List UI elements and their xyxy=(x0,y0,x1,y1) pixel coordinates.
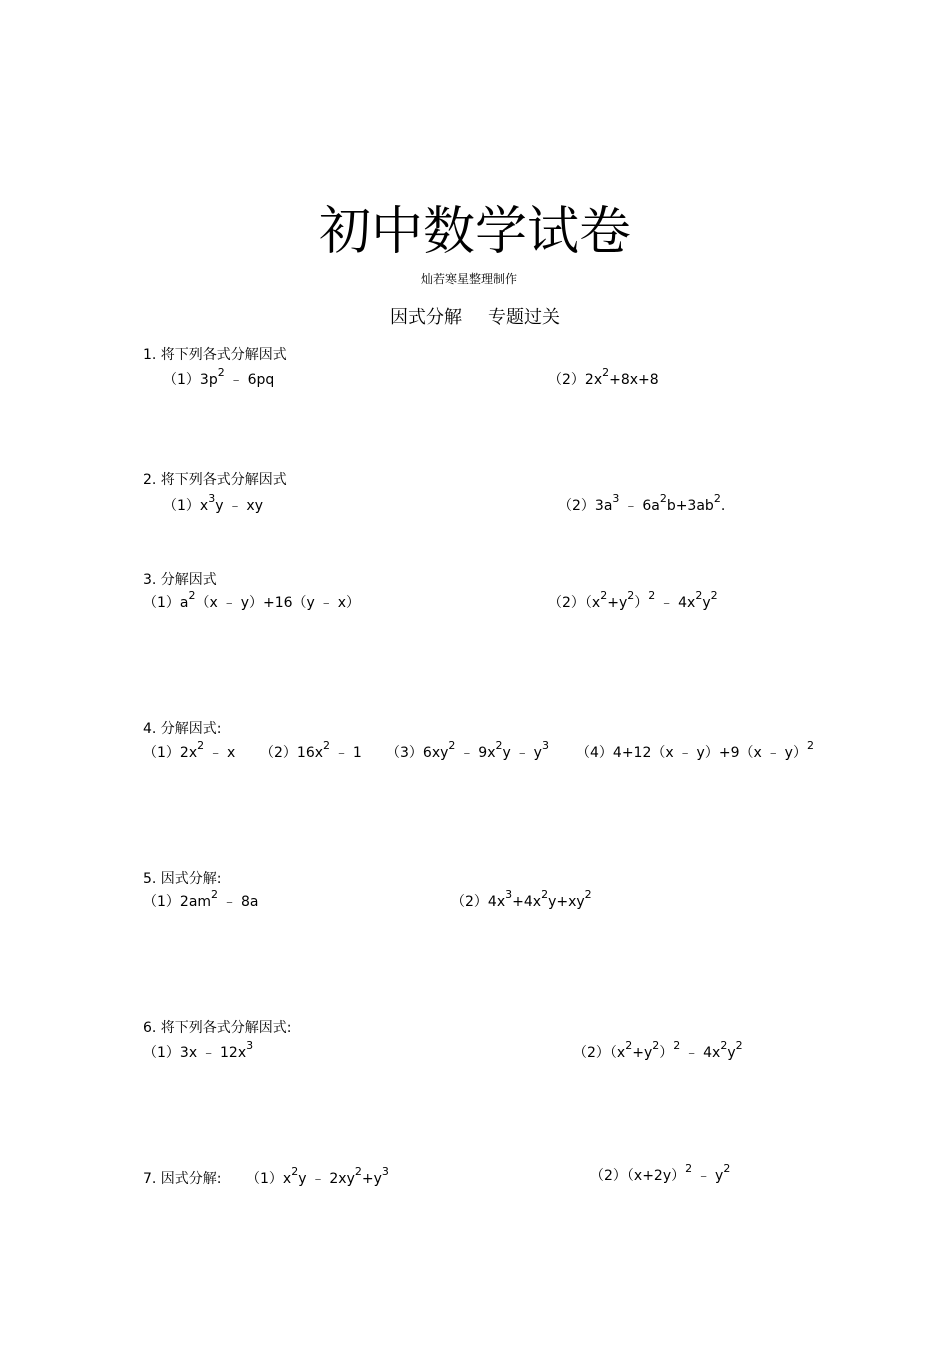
expression-text: ﹣ 4x xyxy=(680,1045,721,1061)
expression-text: （x ﹣ y）+16（y ﹣ x） xyxy=(195,595,361,611)
part-label: （2） xyxy=(451,894,488,910)
subtitle-topic: 因式分解 xyxy=(390,307,462,328)
question-6-prompt: 6. 将下列各式分解因式: xyxy=(143,1020,292,1036)
expression-text: 4x xyxy=(487,894,506,910)
question-6-part-1 xyxy=(143,1039,254,1062)
question-1-part-1 xyxy=(163,366,275,389)
part-label: （1） xyxy=(143,1045,180,1061)
part-label: （2） xyxy=(590,1168,627,1184)
page-subtitle xyxy=(0,303,950,329)
author-credit: 灿若寒星整理制作 xyxy=(420,272,517,286)
question-4-part-4 xyxy=(576,739,814,762)
expression-text: b+3ab xyxy=(666,498,714,514)
part-label: （2） xyxy=(260,745,297,761)
exponent: 3 xyxy=(541,739,549,753)
expression-text: ﹣ 8a xyxy=(218,894,259,910)
expression-text: 4+12（x ﹣ y）+9（x ﹣ y） xyxy=(612,745,807,761)
expression-text: 2x xyxy=(179,745,198,761)
exponent: 2 xyxy=(602,366,610,380)
question-4-part-2 xyxy=(260,739,362,762)
question-7-part-2 xyxy=(590,1162,731,1185)
expression-text: ﹣ y xyxy=(692,1168,724,1184)
part-label: （2） xyxy=(558,498,595,514)
exponent: 2 xyxy=(217,366,225,380)
exponent: 3 xyxy=(505,888,513,902)
page-title: 初中数学试卷 xyxy=(318,202,631,262)
exponent: 2 xyxy=(713,492,721,506)
part-label: （1） xyxy=(143,745,180,761)
exponent: 2 xyxy=(495,739,503,753)
exponent: 2 xyxy=(720,1039,728,1053)
expression-text: ﹣ 1 xyxy=(330,745,362,761)
expression-text: y ﹣ y xyxy=(502,745,542,761)
expression-text: a xyxy=(179,595,189,611)
expression-text: +4x xyxy=(512,894,542,910)
expression-text: +y xyxy=(632,1045,653,1061)
exponent: 2 xyxy=(695,589,703,603)
expression-text: （x xyxy=(609,1045,626,1061)
question-1-part-2 xyxy=(548,366,659,389)
expression-text: ﹣ 6a xyxy=(619,498,660,514)
exponent: 2 xyxy=(323,739,331,753)
expression-text: 2x xyxy=(584,372,603,388)
exponent: 2 xyxy=(625,1039,633,1053)
question-6-part-2 xyxy=(573,1039,743,1062)
part-label: （1） xyxy=(246,1171,283,1187)
question-7-prompt: 7. 因式分解: xyxy=(143,1171,222,1187)
exponent: 2 xyxy=(673,1039,681,1053)
expression-text: y xyxy=(727,1045,736,1061)
part-label: （2） xyxy=(548,595,585,611)
expression-text: +8x+8 xyxy=(609,372,659,388)
exponent: 2 xyxy=(211,888,219,902)
exponent: 3 xyxy=(381,1165,389,1179)
part-label: （1） xyxy=(163,498,200,514)
part-label: （1） xyxy=(143,595,180,611)
question-2-part-2 xyxy=(558,492,726,515)
exponent: 2 xyxy=(600,589,608,603)
expression-text: y+xy xyxy=(548,894,585,910)
exponent: 2 xyxy=(648,589,656,603)
expression-text: 16x xyxy=(296,745,324,761)
expression-text: y ﹣ 2xy xyxy=(298,1171,355,1187)
expression-text: y ﹣ xy xyxy=(215,498,263,514)
question-1-prompt: 1. 将下列各式分解因式 xyxy=(143,347,287,363)
expression-text: （x xyxy=(584,595,601,611)
question-5-part-2 xyxy=(451,888,592,911)
part-label: （2） xyxy=(548,372,585,388)
expression-text: . xyxy=(720,498,726,514)
exponent: 3 xyxy=(612,492,620,506)
part-label: （4） xyxy=(576,745,613,761)
expression-text: ﹣ x xyxy=(204,745,236,761)
question-2-prompt: 2. 将下列各式分解因式 xyxy=(143,472,287,488)
question-4-part-3 xyxy=(386,739,549,762)
exponent: 2 xyxy=(584,888,592,902)
part-label: （1） xyxy=(143,894,180,910)
question-4-part-1 xyxy=(143,739,236,762)
exponent: 2 xyxy=(354,1165,362,1179)
exponent: 2 xyxy=(659,492,667,506)
expression-text: （x+2y） xyxy=(626,1168,686,1184)
exponent: 2 xyxy=(627,589,635,603)
part-label: （3） xyxy=(386,745,423,761)
exponent: 2 xyxy=(710,589,718,603)
expression-text: ﹣ 6pq xyxy=(224,372,275,388)
question-3-part-1 xyxy=(143,589,361,612)
question-3-part-2 xyxy=(548,589,718,612)
question-4-prompt: 4. 分解因式: xyxy=(143,721,222,737)
expression-text: 3a xyxy=(594,498,613,514)
expression-text: 2am xyxy=(179,894,212,910)
question-3-prompt: 3. 分解因式 xyxy=(143,572,217,588)
exponent: 2 xyxy=(652,1039,660,1053)
expression-text: ） xyxy=(634,595,649,611)
exponent: 2 xyxy=(806,739,814,753)
question-5-prompt: 5. 因式分解: xyxy=(143,871,222,887)
expression-text: 6xy xyxy=(422,745,449,761)
exponent: 2 xyxy=(291,1165,299,1179)
expression-text: ﹣ 4x xyxy=(655,595,696,611)
expression-text: +y xyxy=(607,595,628,611)
expression-text: x xyxy=(282,1171,292,1187)
exponent: 2 xyxy=(723,1162,731,1176)
expression-text: 3x ﹣ 12x xyxy=(179,1045,247,1061)
expression-text: 3p xyxy=(199,372,218,388)
exponent: 3 xyxy=(208,492,216,506)
exponent: 2 xyxy=(735,1039,743,1053)
exponent: 2 xyxy=(197,739,205,753)
subtitle-kind: 专题过关 xyxy=(488,307,560,328)
exponent: 2 xyxy=(448,739,456,753)
exponent: 2 xyxy=(541,888,549,902)
expression-text: x xyxy=(199,498,209,514)
question-7-part-1 xyxy=(246,1165,389,1188)
expression-text: y xyxy=(702,595,711,611)
expression-text: ﹣ 9x xyxy=(455,745,496,761)
exponent: 3 xyxy=(246,1039,254,1053)
expression-text: +y xyxy=(361,1171,382,1187)
exponent: 2 xyxy=(188,589,196,603)
part-label: （2） xyxy=(573,1045,610,1061)
question-2-part-1 xyxy=(163,492,263,515)
question-5-part-1 xyxy=(143,888,259,911)
expression-text: ） xyxy=(659,1045,674,1061)
exponent: 2 xyxy=(685,1162,693,1176)
part-label: （1） xyxy=(163,372,200,388)
